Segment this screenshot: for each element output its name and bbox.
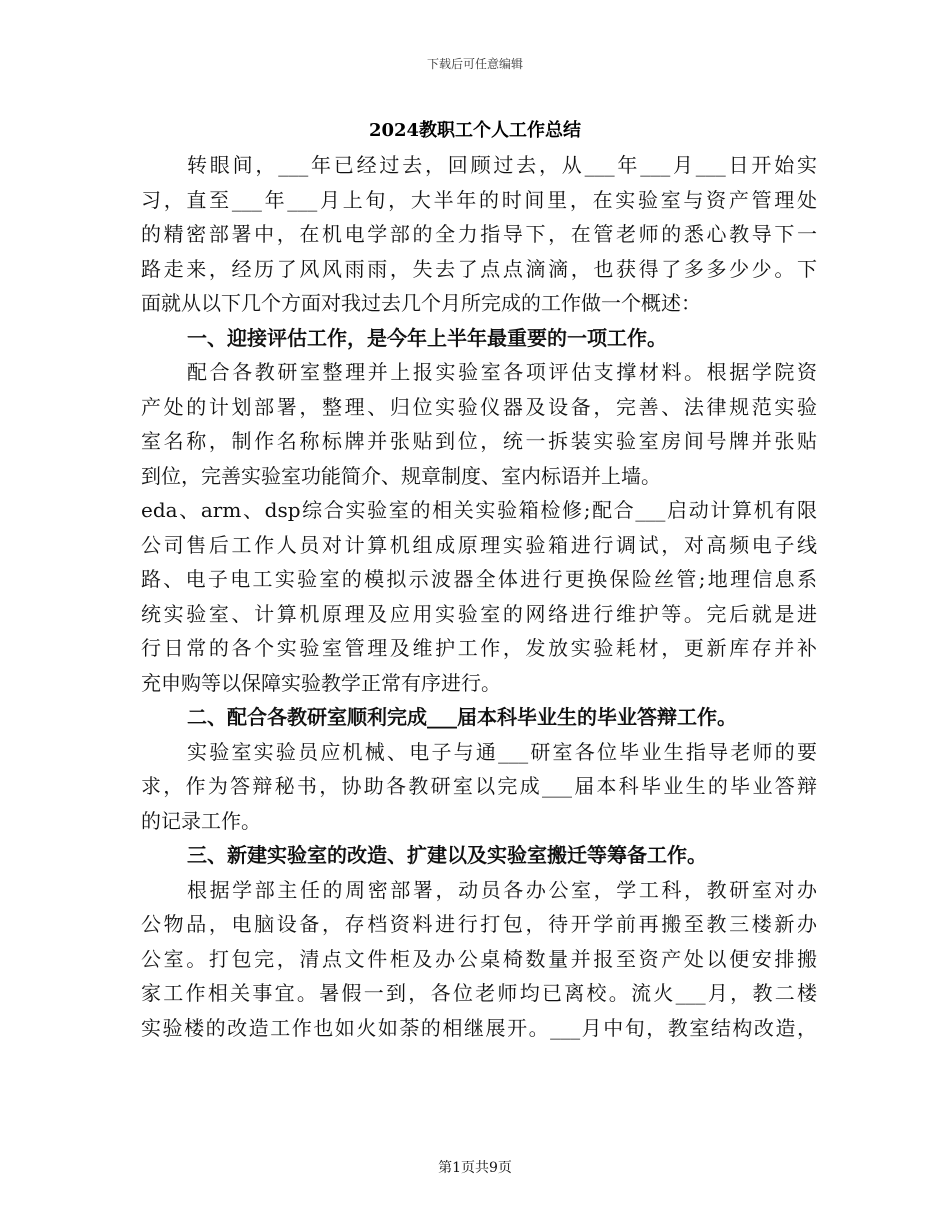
document-title: 2024教职工个人工作总结 — [368, 120, 582, 141]
paragraph-line: 习，直至___年___月上旬，大半年的时间里，在实验室与资产管理处 — [141, 187, 817, 212]
paragraph-line: 公物品，电脑设备，存档资料进行打包，待开学前再搬至教三楼新办 — [141, 912, 817, 936]
paragraph-line: 的精密部署中，在机电学部的全力指导下，在管老师的悉心教导下一 — [141, 222, 817, 246]
section-heading: 三、新建实验室的改造、扩建以及实验室搬迁等筹备工作。 — [187, 843, 707, 867]
paragraph-line: 根据学部主任的周密部署，动员各办公室，学工科，教研室对办 — [187, 877, 817, 902]
paragraph-line: 面就从以下几个方面对我过去几个月所完成的工作做一个概述： — [141, 291, 701, 315]
document-body — [141, 148, 817, 1045]
paragraph-line: 行日常的各个实验室管理及维护工作，发放实验耗材，更新库存并补 — [141, 636, 817, 660]
section-heading: 一、迎接评估工作，是今年上半年最重要的一项工作。 — [187, 325, 667, 350]
paragraph-line: 室名称，制作名称标牌并张贴到位，统一拆装实验室房间号牌并张贴 — [141, 429, 817, 453]
paragraph-line: 产处的计划部署，整理、归位实验仪器及设备，完善、法律规范实验 — [141, 394, 817, 419]
page-header: 下载后可任意编辑 — [426, 57, 523, 71]
paragraph-line: 家工作相关事宜。暑假一到，各位老师均已离校。流火___月，教二楼 — [141, 981, 817, 1005]
paragraph-line: 的记录工作。 — [141, 808, 261, 833]
paragraph-line: 公室。打包完，清点文件柜及办公桌椅数量并报至资产处以便安排搬 — [141, 946, 817, 971]
section-heading: 二、配合各教研室顺利完成___届本科毕业生的毕业答辩工作。 — [187, 705, 737, 729]
paragraph-line: 路走来，经历了风风雨雨，失去了点点滴滴，也获得了多多少少。下 — [141, 256, 817, 281]
paragraph-line: 实验室实验员应机械、电子与通___研室各位毕业生指导老师的要 — [187, 739, 817, 764]
paragraph-line: 转眼间，___年已经过去，回顾过去，从___年___月___日开始实 — [187, 153, 817, 177]
paragraph-line: 充申购等以保障实验教学正常有序进行。 — [141, 670, 501, 695]
page-footer: 第1页共9页 — [438, 1160, 512, 1176]
paragraph-line: 统实验室、计算机原理及应用实验室的网络进行维护等。完后就是进 — [141, 601, 817, 626]
paragraph-line: 公司售后工作人员对计算机组成原理实验箱进行调试，对高频电子线 — [141, 532, 817, 557]
paragraph-line: 求，作为答辩秘书，协助各教研室以完成___届本科毕业生的毕业答辩 — [141, 774, 817, 798]
paragraph-line: 实验楼的改造工作也如火如荼的相继展开。___月中旬，教室结构改造， — [141, 1015, 817, 1040]
paragraph-line: eda、arm、dsp综合实验室的相关实验箱检修;配合___启动计算机有限 — [141, 498, 817, 522]
paragraph-line: 到位，完善实验室功能简介、规章制度、室内标语并上墙。 — [141, 463, 661, 488]
paragraph-line: 配合各教研室整理并上报实验室各项评估支撑材料。根据学院资 — [187, 360, 817, 384]
paragraph-line: 路、电子电工实验室的模拟示波器全体进行更换保险丝管;地理信息系 — [141, 567, 817, 591]
